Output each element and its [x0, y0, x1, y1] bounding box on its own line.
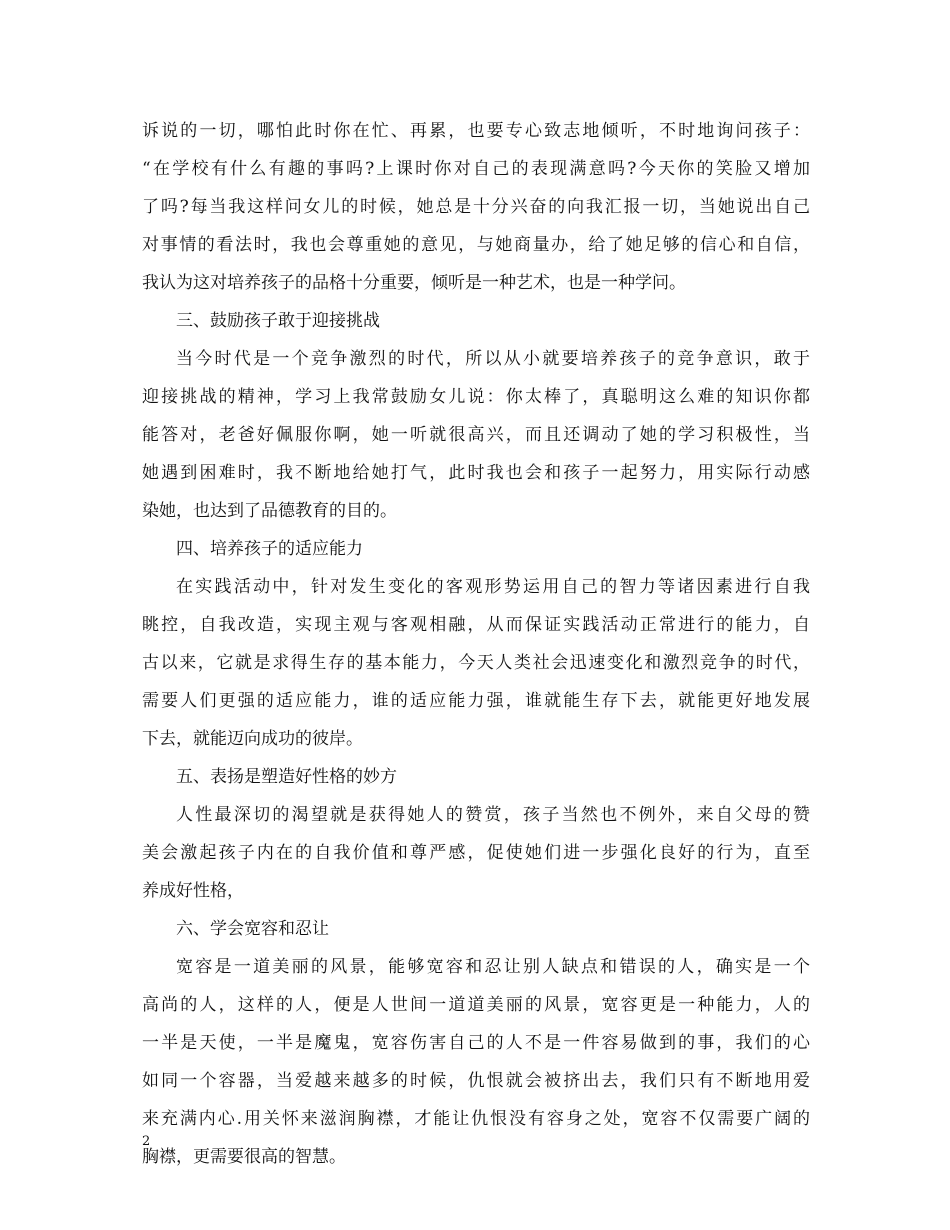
section-heading: 五、表扬是塑造好性格的妙方 [176, 767, 397, 787]
paragraph-line: “在学校有什么有趣的事吗?上课时你对自己的表现满意吗?今天你的笑脸又增加 [142, 159, 810, 179]
section-heading: 三、鼓励孩子敢于迎接挑战 [176, 311, 380, 331]
paragraph-line: 下去，就能迈向成功的彼岸。 [142, 729, 363, 749]
paragraph-line: 对事情的看法时，我也会尊重她的意见，与她商量办，给了她足够的信心和自信， [142, 235, 810, 255]
paragraph-line: 迎接挑战的精神，学习上我常鼓励女儿说：你太棒了，真聪明这么难的知识你都 [142, 387, 810, 407]
paragraph-line: 养成好性格， [142, 881, 244, 901]
paragraph-line: 如同一个容器，当爱越来越多的时候，仇恨就会被挤出去，我们只有不断地用爱 [142, 1071, 810, 1091]
paragraph-line: 诉说的一切，哪怕此时你在忙、再累，也要专心致志地倾听，不时地询问孩子： [142, 121, 810, 141]
paragraph-line: 人性最深切的渴望就是获得她人的赞赏，孩子当然也不例外，来自父母的赞 [176, 805, 810, 825]
paragraph-line: 染她，也达到了品德教育的目的。 [142, 501, 397, 521]
paragraph-line: 我认为这对培养孩子的品格十分重要，倾听是一种艺术，也是一种学问。 [142, 273, 686, 293]
paragraph-line: 一半是天使，一半是魔鬼，宽容伤害自己的人不是一件容易做到的事，我们的心 [142, 1033, 810, 1053]
section-heading: 六、学会宽容和忍让 [176, 919, 329, 939]
paragraph-line: 在实践活动中，针对发生变化的客观形势运用自己的智力等诸因素进行自我 [176, 577, 810, 597]
paragraph-line: 眺控，自我改造，实现主观与客观相融，从而保证实践活动正常进行的能力，自 [142, 615, 810, 635]
paragraph-line: 当今时代是一个竞争激烈的时代，所以从小就要培养孩子的竞争意识，敢于 [176, 349, 810, 369]
page-number: 2 [142, 1134, 151, 1149]
paragraph-line: 宽容是一道美丽的风景，能够宽容和忍让别人缺点和错误的人，确实是一个 [176, 957, 810, 977]
paragraph-line: 她遇到困难时，我不断地给她打气，此时我也会和孩子一起努力，用实际行动感 [142, 463, 810, 483]
paragraph-line: 胸襟，更需要很高的智慧。 [142, 1147, 346, 1167]
paragraph-line: 了吗?每当我这样问女儿的时候，她总是十分兴奋的向我汇报一切，当她说出自己 [142, 197, 810, 217]
section-heading: 四、培养孩子的适应能力 [176, 539, 363, 559]
paragraph-line: 古以来，它就是求得生存的基本能力，今天人类社会迅速变化和激烈竞争的时代， [142, 653, 810, 673]
paragraph-line: 需要人们更强的适应能力，谁的适应能力强，谁就能生存下去，就能更好地发展 [142, 691, 810, 711]
document-body [142, 112, 810, 1176]
paragraph-line: 美会激起孩子内在的自我价值和尊严感，促使她们进一步强化良好的行为，直至 [142, 843, 810, 863]
paragraph-line: 来充满内心.用关怀来滋润胸襟，才能让仇恨没有容身之处，宽容不仅需要广阔的 [142, 1109, 810, 1129]
paragraph-line: 能答对，老爸好佩服你啊，她一听就很高兴，而且还调动了她的学习积极性，当 [142, 425, 810, 445]
paragraph-line: 高尚的人，这样的人，便是人世间一道道美丽的风景，宽容更是一种能力，人的 [142, 995, 810, 1015]
